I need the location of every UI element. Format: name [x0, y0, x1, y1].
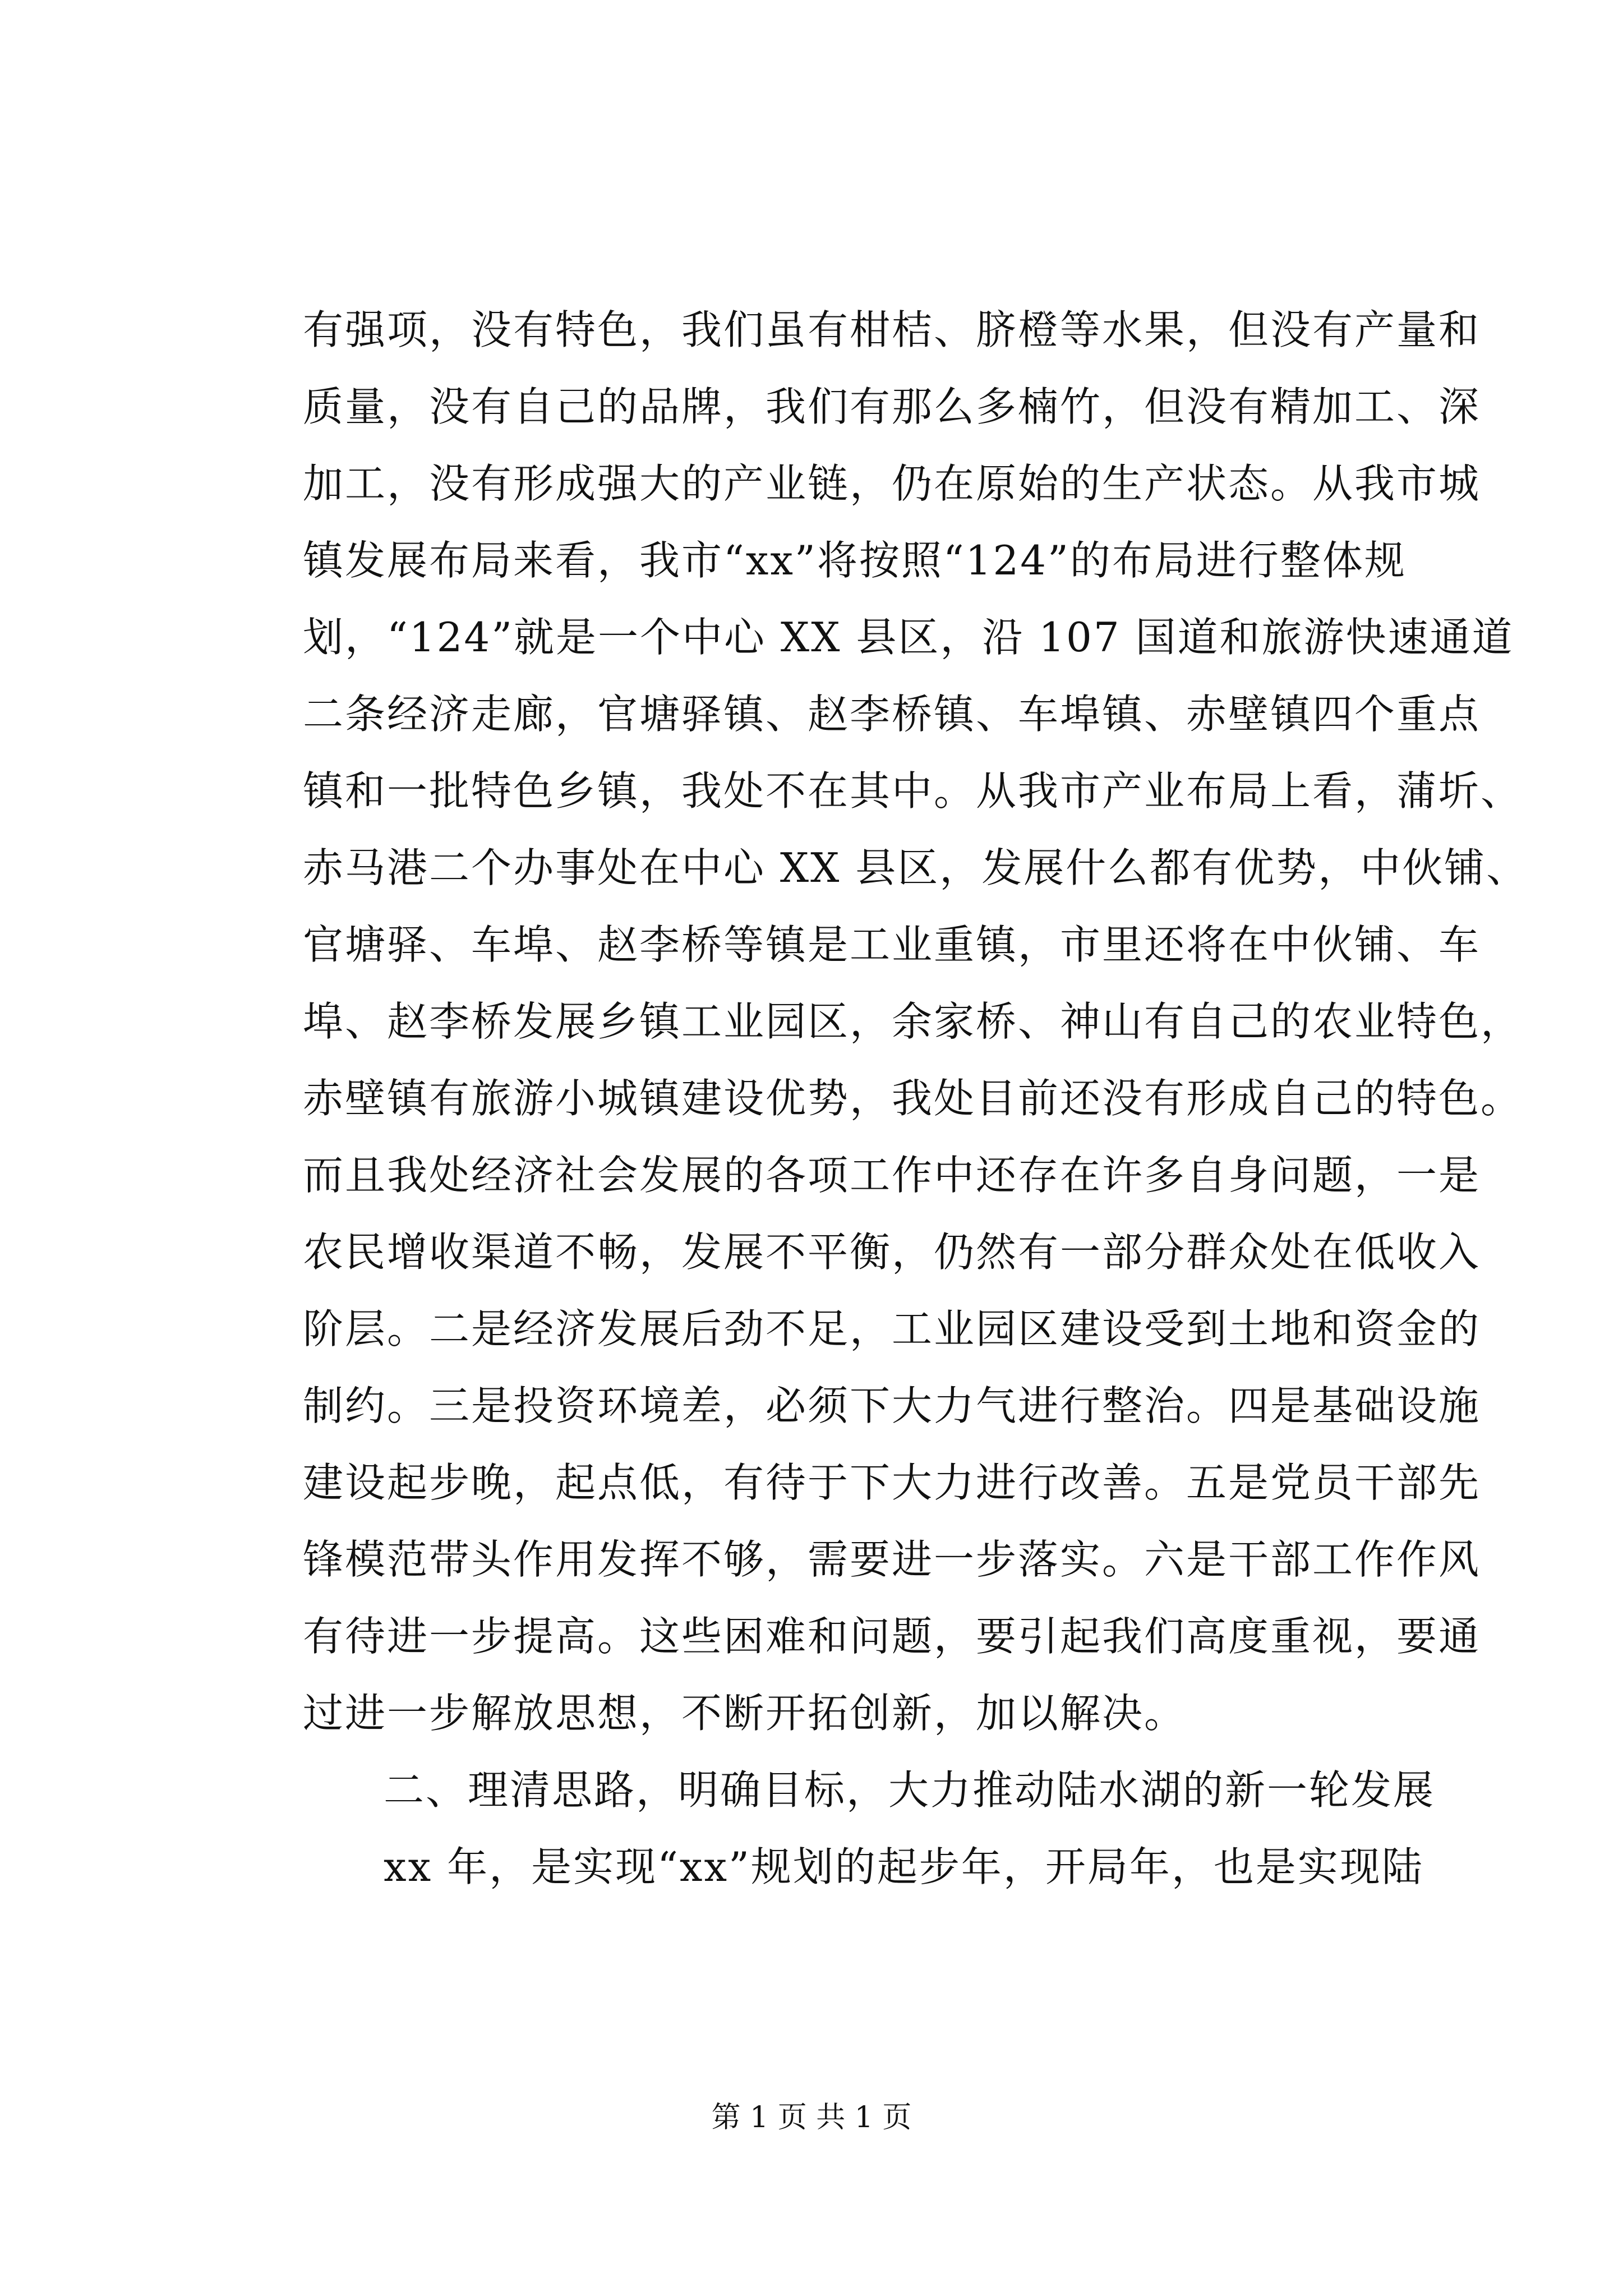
text-line: 镇和一批特色乡镇，我处不在其中。从我市产业布局上看，蒲圻、 [303, 767, 1523, 815]
text-line: 建设起步晚，起点低，有待于下大力进行改善。五是党员干部先 [303, 1459, 1481, 1506]
text-line: 埠、赵李桥发展乡镇工业园区，余家桥、神山有自己的农业特色， [303, 998, 1523, 1045]
text-line: 有强项，没有特色，我们虽有柑桔、脐橙等水果，但没有产量和 [303, 306, 1481, 353]
section-heading: 二、理清思路，明确目标，大力推动陆水湖的新一轮发展 [384, 1766, 1436, 1814]
text-line: 质量，没有自己的品牌，我们有那么多楠竹，但没有精加工、深 [303, 383, 1481, 430]
text-line: 官塘驿、车埠、赵李桥等镇是工业重镇，市里还将在中伙铺、车 [303, 921, 1481, 968]
text-line: 有待进一步提高。这些困难和问题，要引起我们高度重视，要通 [303, 1613, 1481, 1660]
text-line: 锋模范带头作用发挥不够，需要进一步落实。六是干部工作作风 [303, 1536, 1481, 1583]
text-line: 镇发展布局来看，我市“xx”将按照“124”的布局进行整体规 [303, 537, 1407, 584]
text-line: 划，“124”就是一个中心 XX 县区，沿 107 国道和旅游快速通道 [303, 614, 1514, 661]
text-line: 农民增收渠道不畅，发展不平衡，仍然有一部分群众处在低收入 [303, 1228, 1481, 1276]
text-line: 赤马港二个办事处在中心 XX 县区，发展什么都有优势，中伙铺、 [303, 844, 1529, 891]
body-text [303, 292, 1529, 1906]
text-line: 加工，没有形成强大的产业链，仍在原始的生产状态。从我市城 [303, 460, 1481, 507]
text-line: 阶层。二是经济发展后劲不足，工业园区建设受到土地和资金的 [303, 1305, 1481, 1352]
text-line: 制约。三是投资环境差，必须下大力气进行整治。四是基础设施 [303, 1382, 1481, 1429]
text-line: 而且我处经济社会发展的各项工作中还存在许多自身问题，一是 [303, 1152, 1481, 1199]
page-footer: 第 1 页 共 1 页 [711, 2101, 912, 2134]
text-line: 二条经济走廊，官塘驿镇、赵李桥镇、车埠镇、赤壁镇四个重点 [303, 691, 1481, 738]
text-line: xx 年，是实现“xx”规划的起步年，开局年，也是实现陆 [384, 1843, 1424, 1890]
text-line: 过进一步解放思想，不断开拓创新，加以解决。 [303, 1690, 1187, 1737]
text-line: 赤壁镇有旅游小城镇建设优势，我处目前还没有形成自己的特色。 [303, 1075, 1523, 1122]
